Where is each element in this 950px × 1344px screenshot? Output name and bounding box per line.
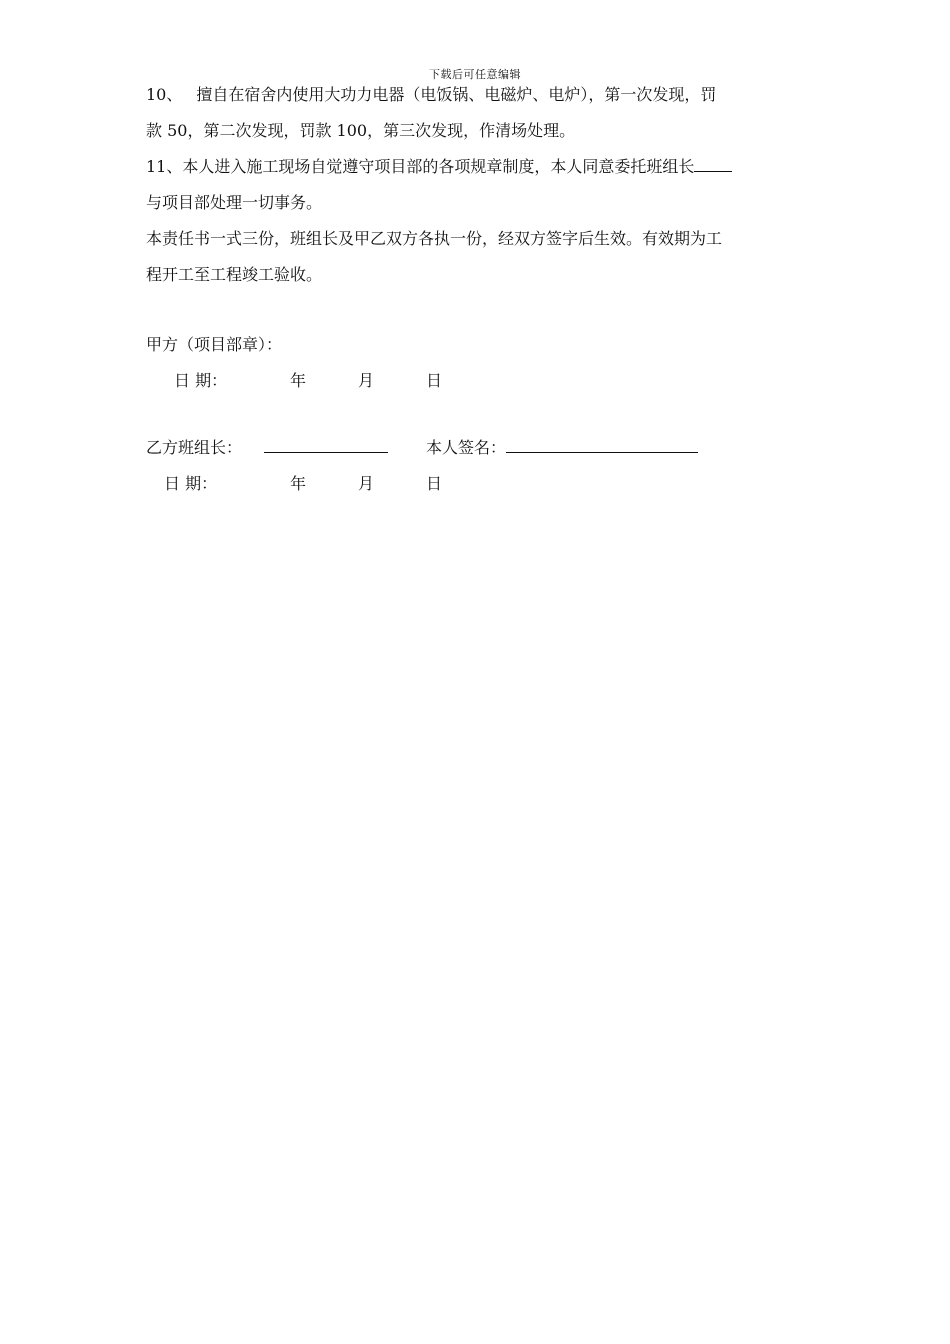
item-10-line-2: 款 50，第二次发现，罚款 100，第三次发现，作清场处理。 — [146, 121, 576, 140]
party-a-month: 月 — [358, 371, 375, 390]
party-a-date-label: 日 期： — [174, 371, 228, 390]
item-11-text-1: 11、本人进入施工现场自觉遵守项目部的各项规章制度，本人同意委托班组长 — [146, 157, 695, 176]
closing-line-2: 程开工至工程竣工验收。 — [146, 265, 323, 284]
item-11 — [146, 149, 836, 221]
party-a-year: 年 — [290, 371, 307, 390]
party-b-personal-signature-line[interactable] — [506, 438, 698, 453]
item-10 — [146, 77, 836, 149]
item-11-line-1 — [146, 149, 836, 185]
party-b-leader-signature-line[interactable] — [264, 438, 388, 453]
header-note: 下载后可任意编辑 — [429, 68, 521, 81]
item-10-number: 10、 — [146, 85, 183, 104]
party-b-signature-label: 本人签名： — [426, 438, 507, 457]
party-a-date-row — [146, 363, 836, 399]
party-b-signature-row — [146, 430, 836, 466]
party-a-block — [146, 327, 836, 399]
item-10-line-1 — [146, 77, 836, 113]
party-b-year: 年 — [290, 474, 307, 493]
party-b-month: 月 — [358, 474, 375, 493]
party-b-date-row — [146, 466, 836, 502]
item-10-text-1: 擅自在宿舍内使用大功力电器（电饭锅、电磁炉、电炉），第一次发现，罚 — [196, 85, 717, 104]
party-b-date-label: 日 期： — [164, 474, 218, 493]
item-11-line-2: 与项目部处理一切事务。 — [146, 193, 323, 212]
party-b-block — [146, 430, 836, 502]
party-b-day: 日 — [426, 474, 443, 493]
team-leader-blank[interactable] — [694, 157, 732, 172]
party-a-day: 日 — [426, 371, 443, 390]
closing-paragraph — [146, 221, 836, 293]
party-a-label: 甲方（项目部章）： — [146, 335, 283, 354]
party-b-leader-label: 乙方班组长： — [146, 438, 243, 457]
closing-line-1: 本责任书一式三份，班组长及甲乙双方各执一份，经双方签字后生效。有效期为工 — [146, 229, 723, 248]
